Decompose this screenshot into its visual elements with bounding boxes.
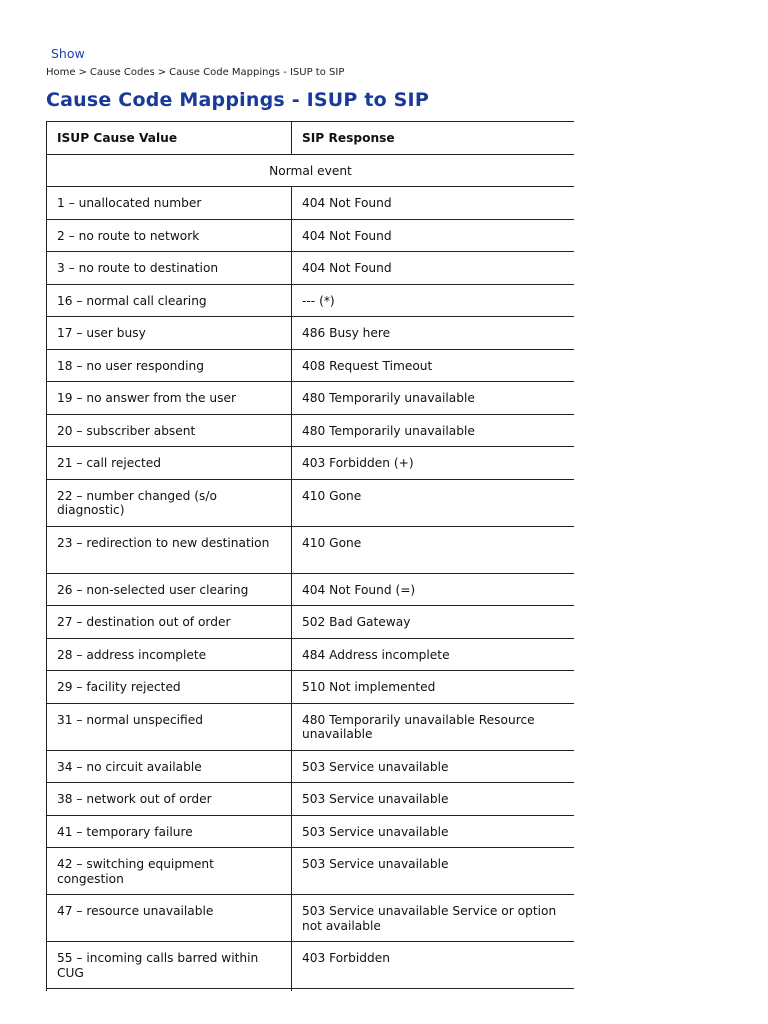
table-row <box>47 317 575 350</box>
sip-response-cell: 502 Bad Gateway <box>292 606 575 639</box>
table-row <box>47 895 575 942</box>
sip-response-cell: 480 Temporarily unavailable <box>292 414 575 447</box>
sip-response-cell: 403 Forbidden (+) <box>292 447 575 480</box>
isup-cause-cell: 28 – address incomplete <box>47 638 292 671</box>
column-header-sip: SIP Response <box>292 122 575 155</box>
table-row <box>47 479 575 526</box>
table-row <box>47 573 575 606</box>
table-row <box>47 187 575 220</box>
sip-response-cell: 404 Not Found (=) <box>292 573 575 606</box>
column-header-isup: ISUP Cause Value <box>47 122 292 155</box>
sip-response-cell: 486 Busy here <box>292 317 575 350</box>
table-row <box>47 703 575 750</box>
breadcrumb <box>46 67 344 78</box>
sip-response-cell: 480 Temporarily unavailable <box>292 382 575 415</box>
isup-cause-cell: 31 – normal unspecified <box>47 703 292 750</box>
table-row <box>47 815 575 848</box>
breadcrumb-current-page: Cause Code Mappings - ISUP to SIP <box>169 67 345 78</box>
table-row <box>47 606 575 639</box>
sip-response-cell: 510 Not implemented <box>292 671 575 704</box>
sip-response-cell: 503 Service unavailable <box>292 783 575 816</box>
isup-cause-cell: 19 – no answer from the user <box>47 382 292 415</box>
empty-cell <box>47 989 292 992</box>
sip-response-cell: 503 Service unavailable Service or option not available <box>292 895 575 942</box>
breadcrumb-home-link[interactable]: Home <box>46 67 76 78</box>
section-label: Normal event <box>47 154 575 187</box>
table-row <box>47 783 575 816</box>
isup-cause-cell: 55 – incoming calls barred within CUG <box>47 942 292 989</box>
isup-cause-cell: 23 – redirection to new destination <box>47 526 292 573</box>
table-row <box>47 284 575 317</box>
isup-cause-cell: 2 – no route to network <box>47 219 292 252</box>
table-header-row <box>47 122 575 155</box>
table-row <box>47 414 575 447</box>
isup-cause-cell: 47 – resource unavailable <box>47 895 292 942</box>
isup-cause-cell: 1 – unallocated number <box>47 187 292 220</box>
breadcrumb-separator: > <box>78 67 87 78</box>
sip-response-cell: 503 Service unavailable <box>292 815 575 848</box>
isup-cause-cell: 29 – facility rejected <box>47 671 292 704</box>
table-row <box>47 382 575 415</box>
sip-response-cell: 503 Service unavailable <box>292 848 575 895</box>
sip-response-cell: 410 Gone <box>292 526 575 573</box>
page-title: Cause Code Mappings - ISUP to SIP <box>46 89 429 111</box>
sip-response-cell: 408 Request Timeout <box>292 349 575 382</box>
isup-cause-cell: 20 – subscriber absent <box>47 414 292 447</box>
table-row <box>47 219 575 252</box>
table-container <box>46 121 574 991</box>
isup-cause-cell: 16 – normal call clearing <box>47 284 292 317</box>
sip-response-cell: 404 Not Found <box>292 187 575 220</box>
sip-response-cell: 410 Gone <box>292 479 575 526</box>
table-body <box>47 154 575 991</box>
table-row <box>47 671 575 704</box>
sip-response-cell: 503 Service unavailable <box>292 750 575 783</box>
table-row <box>47 447 575 480</box>
cause-code-mapping-table <box>46 121 574 991</box>
table-row-partial <box>47 989 575 992</box>
breadcrumb-cause-codes-link[interactable]: Cause Codes <box>89 67 155 78</box>
isup-cause-cell: 42 – switching equipment congestion <box>47 848 292 895</box>
show-link[interactable]: Show <box>51 46 85 61</box>
sip-response-cell: 403 Forbidden <box>292 942 575 989</box>
table-row <box>47 349 575 382</box>
sip-response-cell: 404 Not Found <box>292 219 575 252</box>
isup-cause-cell: 21 – call rejected <box>47 447 292 480</box>
table-row <box>47 942 575 989</box>
breadcrumb-separator: > <box>157 67 167 78</box>
table-row <box>47 526 575 573</box>
table-row <box>47 848 575 895</box>
empty-cell <box>292 989 575 992</box>
sip-response-cell: 404 Not Found <box>292 252 575 285</box>
isup-cause-cell: 38 – network out of order <box>47 783 292 816</box>
isup-cause-cell: 41 – temporary failure <box>47 815 292 848</box>
isup-cause-cell: 3 – no route to destination <box>47 252 292 285</box>
table-row <box>47 750 575 783</box>
isup-cause-cell: 26 – non-selected user clearing <box>47 573 292 606</box>
isup-cause-cell: 17 – user busy <box>47 317 292 350</box>
table-row <box>47 638 575 671</box>
sip-response-cell: 480 Temporarily unavailable Resource unavailable <box>292 703 575 750</box>
sip-response-cell: 484 Address incomplete <box>292 638 575 671</box>
section-row <box>47 154 575 187</box>
isup-cause-cell: 22 – number changed (s/o diagnostic) <box>47 479 292 526</box>
sip-response-cell: --- (*) <box>292 284 575 317</box>
table-row <box>47 252 575 285</box>
isup-cause-cell: 27 – destination out of order <box>47 606 292 639</box>
isup-cause-cell: 18 – no user responding <box>47 349 292 382</box>
isup-cause-cell: 34 – no circuit available <box>47 750 292 783</box>
